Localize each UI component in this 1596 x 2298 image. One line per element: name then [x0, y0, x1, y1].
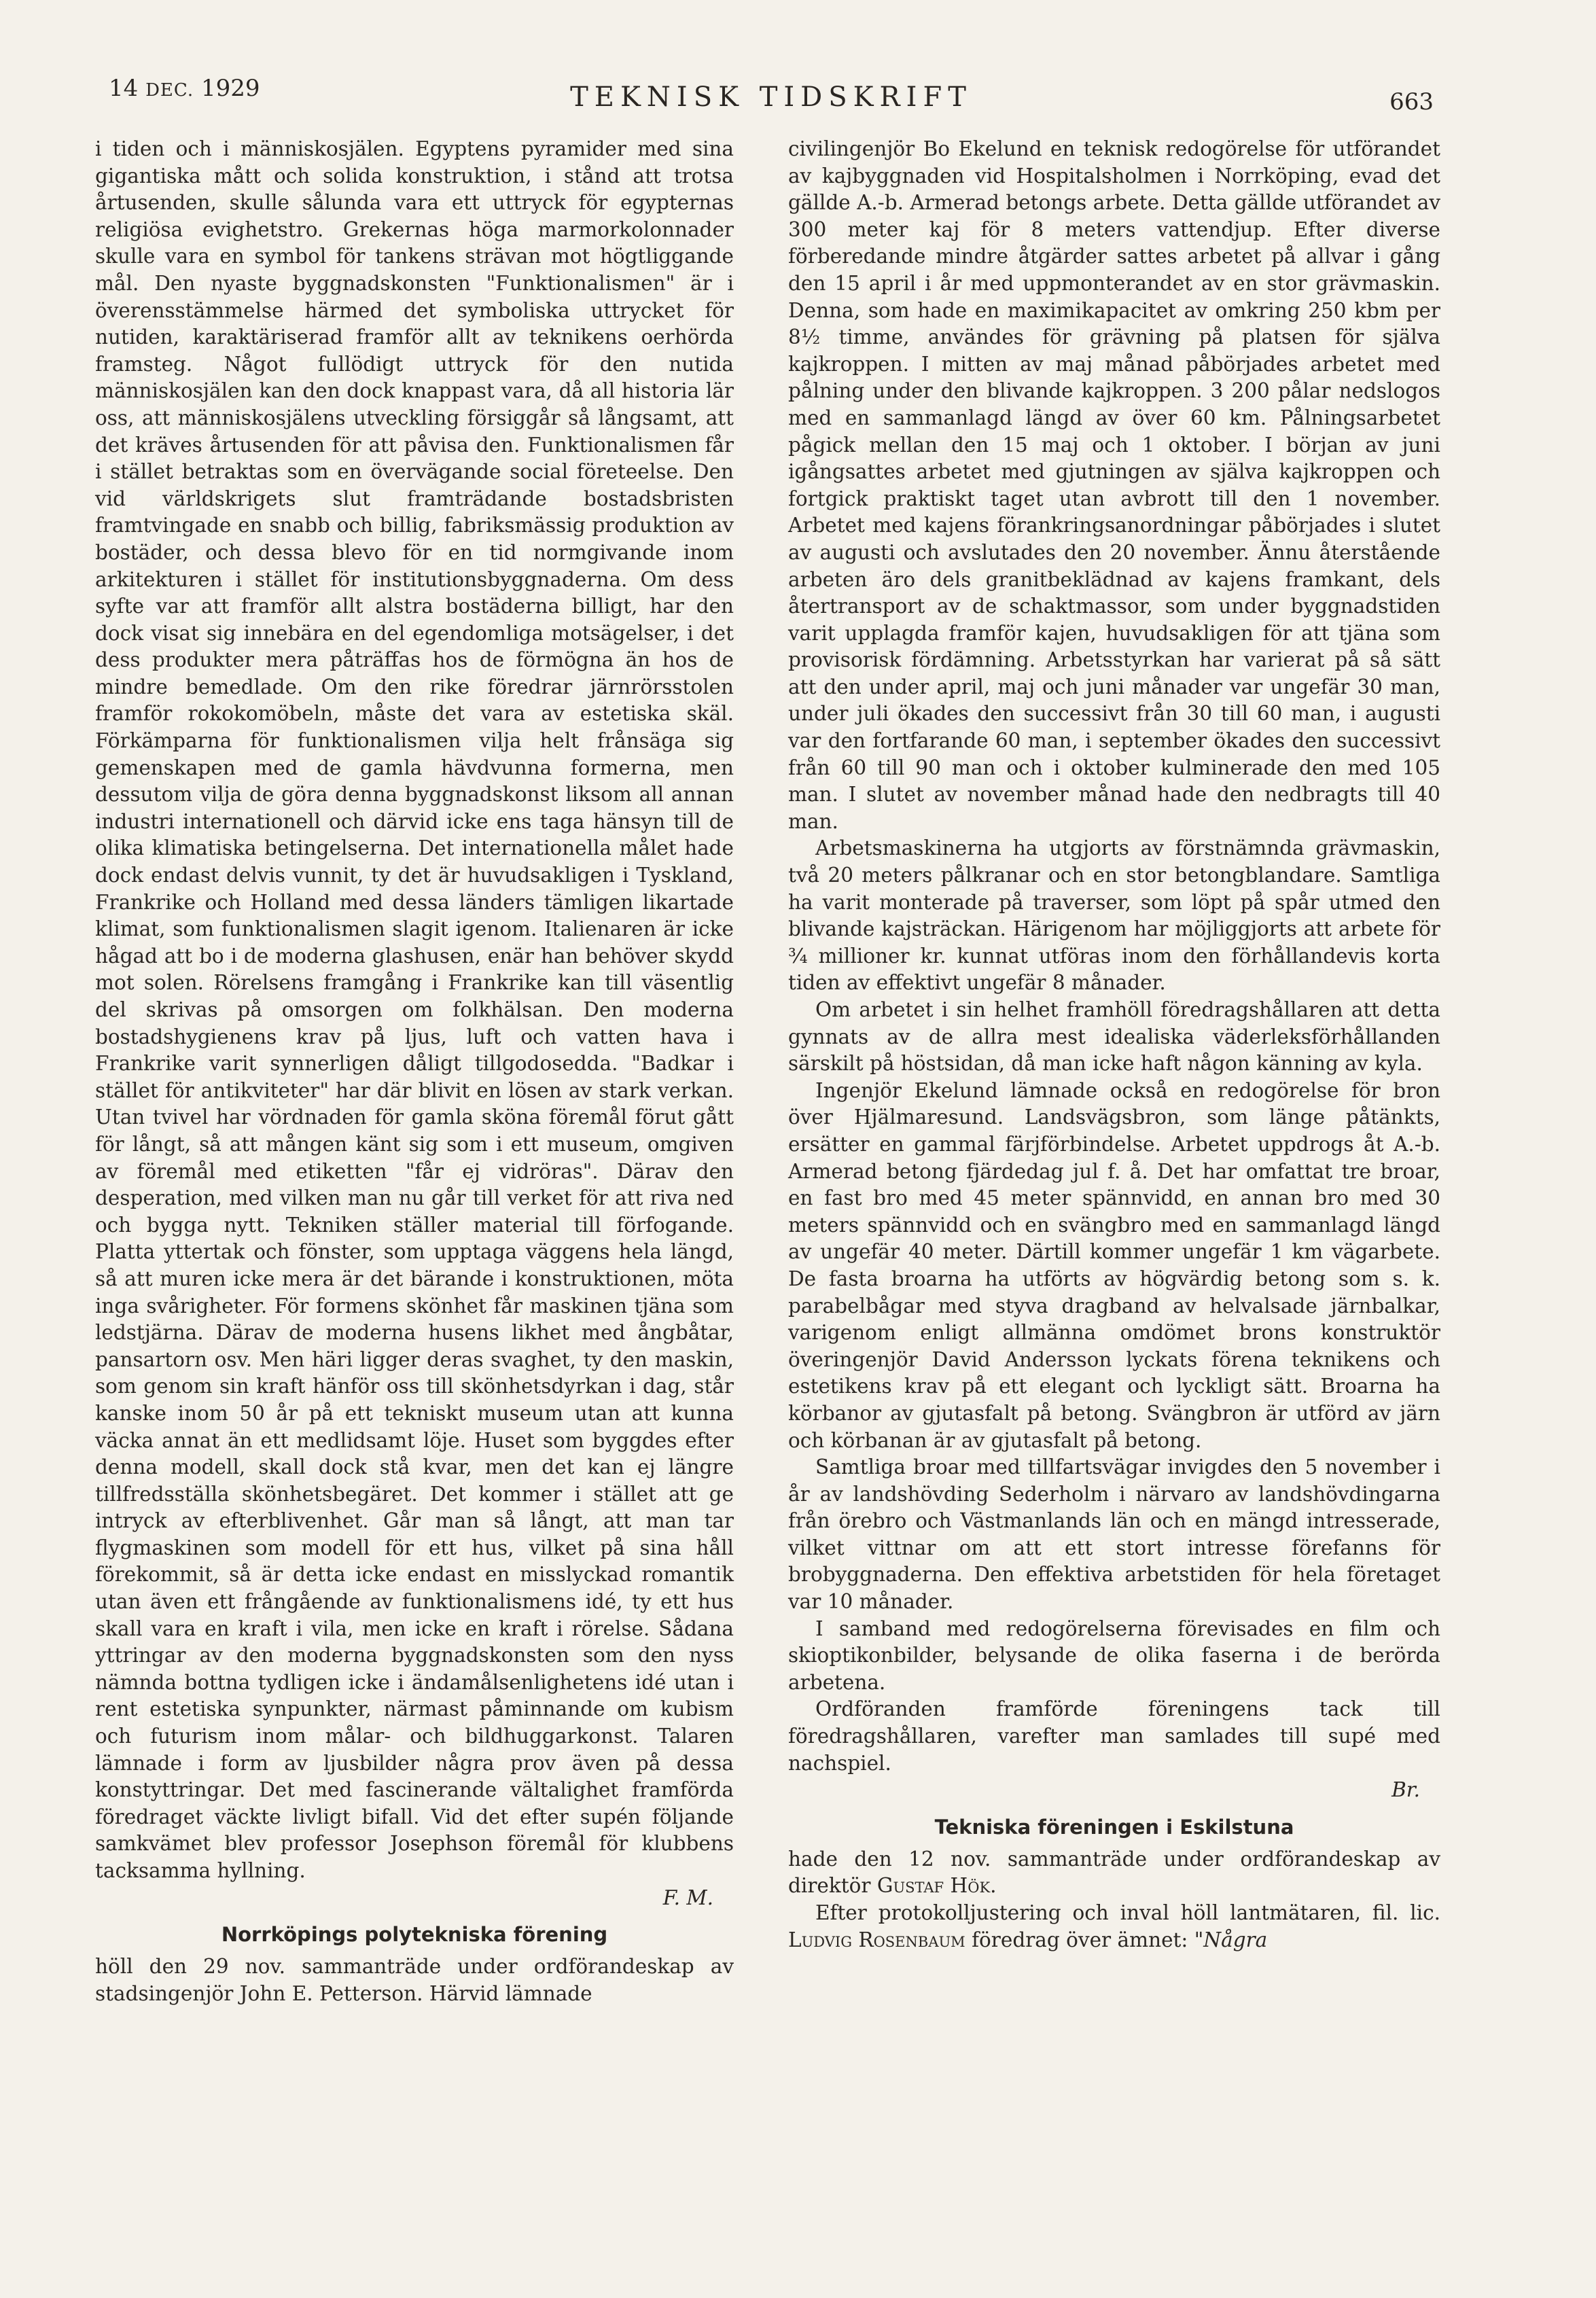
left-signature: F. M.	[662, 1886, 713, 1909]
left-column	[95, 136, 734, 2007]
right-paragraph-2: Arbetsmaskinerna ha utgjorts av förstnämnda grävmaskin, två 20 meters pålkranar och en stor betongblandare. Samtliga ha varit monterade på traverser, som löpt på spår utmed den blivande kajsträckan. Härigenom har möjliggjorts att arbete för ¾ millioner kr. kunnat utföras inom den förhållandevis korta tiden av effektivt ungefär 8 månader.	[788, 836, 1440, 995]
right-paragraph-1: civilingenjör Bo Ekelund en teknisk redogörelse för utförandet av kajbyggnaden vid Hospitalsholmen i Norrköping, evad det gällde A.-b. Armerad betongs arbete. Detta gällde utförandet av 300 meter kaj för 8 meters vattendjup. Efter diverse förberedande mindre åtgärder sattes arbetet på allvar i gång den 15 april i år med uppmonterandet av en stor grävmaskin. Denna, som hade en maximikapacitet av omkring 250 kbm per 8½ timme, användes för grävning på platsen för själva kajkroppen. I mitten av maj månad påbörjades arbetet med pålning under den blivande kajkroppen. 3 200 pålar nedslogos med en sammanlagd längd av över 60 km. Pålningsarbetet pågick mellan den 15 maj och 1 oktober. I början av juni igångsattes arbetet med gjutningen av själva kajkroppen och fortgick praktiskt taget utan avbrott till den 1 november. Arbetet med kajens förankringsanordningar påbörjades i slutet av augusti och avslutades den 20 november. Ännu återstående arbeten äro dels granitbeklädnad av kajens framkant, dels återtransport av de schaktmassor, som under byggnadstiden varit upplagda framför kajen, huvudsakligen för att tjäna som provisorisk fördämning. Arbetsstyrkan har varierat på så sätt att den under april, maj och juni månader var ungefär 30 man, under juli ökades den successivt från 30 till 60 man, i augusti var den fortfarande 60 man, i september ökades den successivt från 60 till 90 man och i oktober kulminerade den med 105 man. I slutet av november månad hade den nedbragts till 40 man.	[788, 137, 1440, 833]
page-number: 663	[1389, 88, 1434, 116]
left-paragraph-1: i tiden och i människosjälen. Egyptens pyramider med sina gigantiska mått och solida konstruktion, i stånd att trotsa årtusenden, skulle sålunda vara ett uttryck för egypternas religiösa evighetstro. Grekernas höga marmorkolonnader skulle vara en symbol för tankens strävan mot högtliggande mål. Den nyaste byggnadskonsten "Funktionalismen" är i överensstämmelse härmed det symboliska uttrycket för nutiden, karaktäriserad framför allt av teknikens oerhörda framsteg. Något fullödigt uttryck för den nutida människosjälen kan den dock knappast vara, då all historia lär oss, att människosjälens utveckling försiggår så långsamt, att det kräves årtusenden för att påvisa den. Funktionalismen får i stället betraktas som en övervägande social företeelse. Den vid världskrigets slut framträdande bostadsbristen framtvingade en snabb och billig, fabriksmässig produktion av bostäder, och dessa blevo för en tid normgivande inom arkitekturen i stället för institutionsbyggnaderna. Om dess syfte var att framför allt alstra bostäderna billigt, har den dock visat sig innebära en del egendomliga motsägelser, i det dess produkter mera påträffas hos de förmögna än hos de mindre bemedlade. Om den rike föredrar järnrörsstolen framför rokokomöbeln, måste det vara av estetiska skäl. Förkämparna för funktionalismen vilja helt frånsäga sig gemenskapen med de gamla hävdvunna formerna, men dessutom vilja de göra denna byggnadskonst liksom all annan industri internationell och därvid icke ens taga hänsyn till de olika klimatiska betingelserna. Det internationella målet hade dock endast delvis vunnit, ty det är huvudsakligen i Tyskland, Frankrike och Holland med dessa länders tämligen likartade klimat, som funktionalismen slagit igenom. Italienaren är icke hågad att bo i de moderna glashusen, enär han behöver skydd mot solen. Rörelsens framgång i Frankrike kan till väsentlig del skrivas på omsorgen om folkhälsan. Den moderna bostadshygienens krav på ljus, luft och vatten hava i Frankrike varit synnerligen dåligt tillgodosedda. "Badkar i stället för antikviteter" har där blivit en lösen av stark verkan. Utan tvivel har vördnaden för gamla sköna föremål förut gått för långt, så att mången känt sig som i ett museum, omgiven av föremål med etiketten "får ej vidröras". Därav den desperation, med vilken man nu går till verket för att riva ned och bygga nytt. Tekniken ställer material till förfogande. Platta yttertak och fönster, som upptaga väggens hela längd, så att muren icke mera är det bärande i konstruktionen, möta inga svårigheter. För formens skönhet får maskinen tjäna som ledstjärna. Därav de moderna husens likhet med ångbåtar, pansartorn osv. Men häri ligger deras svaghet, ty den maskin, som genom sin kraft hänför oss till skönhetsdyrkan i dag, står kanske inom 50 år på ett tekniskt museum utan att kunna väcka annat än ett medlidsamt löje. Huset som byggdes efter denna modell, skall dock stå kvar, men det kan ej längre tillfredsställa skönhetsbegäret. Det kommer i stället att ge intryck av efterblivenhet. Går man så långt, att man tar flygmaskinen som modell för ett hus, vilket på sina håll förekommit, så är detta icke endast en misslyckad romantik utan även ett frångående av funktionalismens idé, ty ett hus skall vara en kraft i vila, men icke en kraft i rörelse. Sådana yttringar av den moderna byggnadskonsten som den nyss nämnda bottna tydligen icke i ändamålsenlighetens idé utan i rent estetiska synpunkter, närmast påminnande om kubism och futurism inom målar- och bildhuggarkonst. Talaren lämnade i form av ljusbilder några prov även på dessa konstyttringar. Det med fascinerande vältalighet framförda föredraget väckte livligt bifall. Vid det efter supén följande samkvämet blev professor Josephson föremål för klubbens tacksamma hyllning.	[95, 137, 734, 1882]
date-year: 1929	[200, 75, 260, 102]
date-day: 14	[109, 75, 139, 102]
right-paragraph-9	[788, 1900, 1440, 1954]
right-signature: Br.	[1391, 1778, 1420, 1802]
para9-italic: "Några	[1194, 1928, 1268, 1951]
right-paragraph-8	[788, 1846, 1440, 1900]
para9-text: Efter protokolljustering och inval höll lantmätaren, fil. lic.	[815, 1901, 1440, 1924]
section-heading-norrkoping: Norrköpings polytekniska förening	[221, 1923, 608, 1947]
journal-title: TEKNISK TIDSKRIFT	[570, 82, 972, 113]
para9-mid: föredrag över ämnet:	[972, 1928, 1188, 1951]
right-paragraph-7: Ordföranden framförde föreningens tack till föredragshållaren, varefter man samlades till supé med nachspiel.	[788, 1697, 1440, 1775]
right-column	[788, 136, 1440, 1954]
person-name-ludvig-rosenbaum: Ludvig Rosenbaum	[788, 1928, 965, 1951]
person-name-gustaf-hok: Gustaf Hök	[876, 1874, 991, 1898]
date-month: DEC.	[145, 80, 194, 101]
right-paragraph-4: Ingenjör Ekelund lämnade också en redogörelse för bron över Hjälmaresund. Landsvägsbron, som länge påtänkts, ersätter en gammal färjförbindelse. Arbetet uppdrogs åt A.-b. Armerad betong fjärdedag jul f. å. Det har omfattat tre broar, en fast bro med 45 meter spännvidd, en annan bro med 30 meters spännvidd och en svängbro med en sammanlagd längd av ungefär 40 meter. Därtill kommer ungefär 1 km vägarbete. De fasta broarna ha utförts av högvärdig betong som s. k. parabelbågar med styva dragband av helvalsade järnbalkar, varigenom enligt allmänna omdömet brons konstruktör överingenjör David Andersson lyckats förena teknikens och estetikens krav på ett elegant och lyckligt sätt. Broarna ha körbanor av gjutasfalt på betong. Svängbron är utförd av järn och körbanan är av gjutasfalt på betong.	[788, 1078, 1440, 1452]
right-paragraph-6: I samband med redogörelserna förevisades en film och skioptikonbilder, belysande de olika faserna i de berörda arbetena.	[788, 1616, 1440, 1694]
right-paragraph-5: Samtliga broar med tillfartsvägar invigdes den 5 november i år av landshövding Sederholm i närvaro av landshövdingarna från örebro och Västmanlands län och en mängd intresserade, vilket vittnar om att ett stort intresse förefanns för brobyggnaderna. Den effektiva arbetstiden för hela företaget var 10 månader.	[788, 1455, 1440, 1614]
right-paragraph-3: Om arbetet i sin helhet framhöll föredragshållaren att detta gynnats av de allra mest idealiska väderleksförhållanden särskilt på höstsidan, då man icke haft någon känning av kyla.	[788, 998, 1440, 1076]
page-header	[109, 68, 1434, 122]
left-paragraph-2: höll den 29 nov. sammanträde under ordförandeskap av stadsingenjör John E. Petterson. Härvid lämnade	[95, 1955, 734, 2005]
para8-end: .	[990, 1874, 997, 1898]
section-heading-eskilstuna: Tekniska föreningen i Eskilstuna	[934, 1815, 1294, 1839]
para8-text: hade den 12 nov. sammanträde under ordförandeskap av direktör	[788, 1847, 1440, 1898]
